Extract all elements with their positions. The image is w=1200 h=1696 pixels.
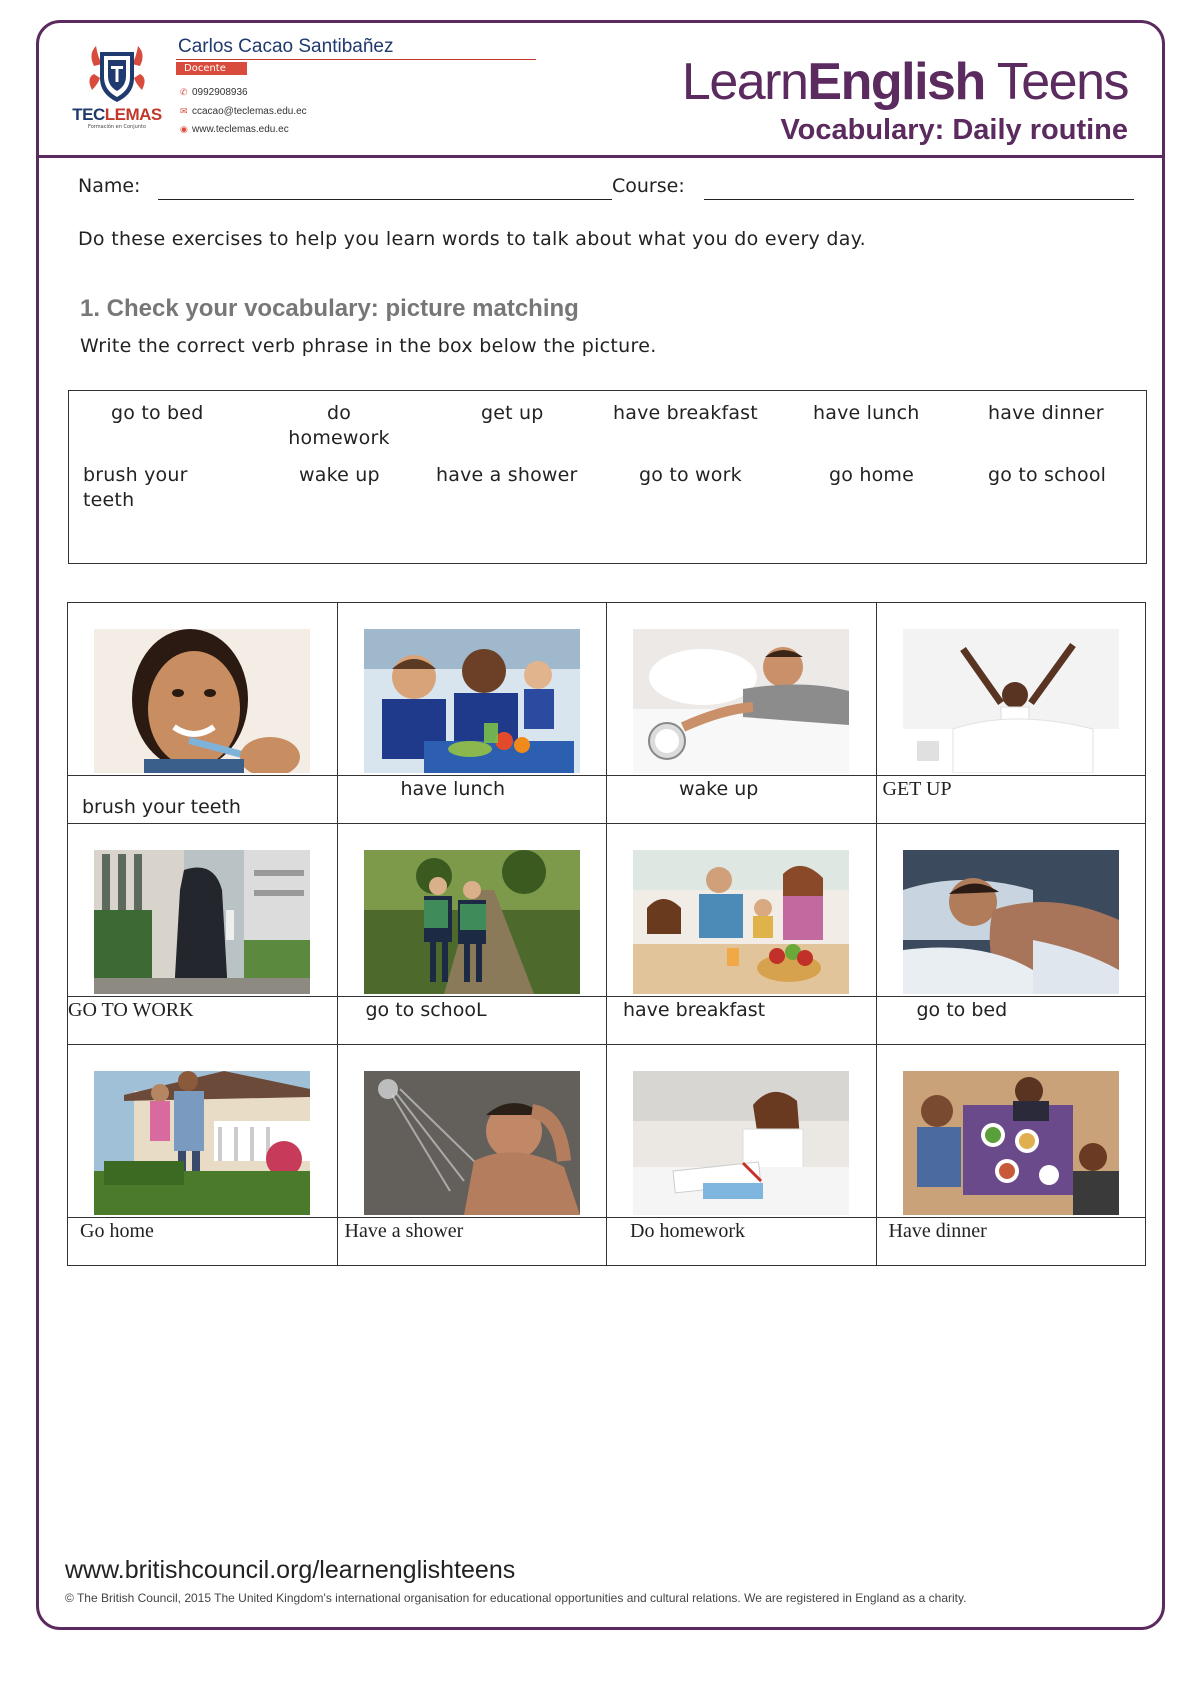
answer-cell[interactable] (337, 997, 607, 1045)
answer-text: Go home (80, 1220, 154, 1242)
word-bank-item: go to work (639, 464, 742, 486)
answer-cell[interactable] (876, 997, 1146, 1045)
section-instruction: Write the correct verb phrase in the box below the picture. (80, 335, 657, 357)
phone-icon: ✆ (180, 87, 188, 97)
picture-cell (337, 603, 607, 776)
picture-cell (337, 1045, 607, 1218)
answer-cell[interactable] (607, 997, 877, 1045)
footer-copyright: © The British Council, 2015 The United Kingdom's international organisation for educational opportunities and cultural relations. We are registered in England as a charity. (65, 1591, 967, 1605)
picture-cell (607, 824, 877, 997)
word-bank-item: have dinner (988, 402, 1104, 424)
logo-subtext: Formación en Conjunto (88, 124, 146, 130)
answer-cell[interactable] (876, 776, 1146, 824)
answer-text: brush your teeth (82, 796, 241, 818)
answer-text: Do homework (630, 1220, 745, 1242)
logo-wordmark: TECLEMAS (72, 105, 162, 124)
course-blank[interactable] (704, 199, 1134, 200)
answer-text: Have dinner (888, 1220, 987, 1242)
answer-cell[interactable] (337, 776, 607, 824)
toothbrush-photo-icon (94, 629, 310, 773)
answer-text: have breakfast (623, 999, 766, 1021)
alarm-clock-photo-icon (633, 629, 849, 773)
picture-cell (876, 824, 1146, 997)
picture-cell (68, 824, 338, 997)
word-bank-item: have lunch (813, 402, 920, 424)
picture-matching-grid (67, 602, 1146, 1266)
answer-text: have lunch (400, 778, 506, 800)
shower-photo-icon (364, 1071, 580, 1215)
word-bank-item: have a shower (436, 464, 578, 486)
worksheet-subtitle: Vocabulary: Daily routine (780, 114, 1128, 146)
word-bank-item: brush your teeth (83, 464, 188, 511)
answer-text: GET UP (882, 778, 952, 800)
word-bank-item: go to school (988, 464, 1107, 486)
picture-cell (607, 603, 877, 776)
word-bank (68, 390, 1147, 564)
office-building-photo-icon (94, 850, 310, 994)
footer-url[interactable]: www.britishcouncil.org/learnenglishteens (65, 1556, 516, 1584)
answer-text: Have a shower (344, 1220, 464, 1242)
word-bank-item: go home (829, 464, 914, 486)
girl-studying-photo-icon (633, 1071, 849, 1215)
house-family-photo-icon (94, 1071, 310, 1215)
answer-cell[interactable] (607, 1218, 877, 1266)
answer-text: wake up (679, 778, 759, 800)
course-label: Course: (612, 175, 685, 197)
family-dinner-photo-icon (903, 1071, 1119, 1215)
crest-icon (88, 44, 146, 106)
header-divider (39, 155, 1162, 158)
sleeping-man-photo-icon (903, 850, 1119, 994)
teacher-role-badge: Docente (176, 62, 247, 75)
intro-text: Do these exercises to help you learn words to talk about what you do every day. (78, 228, 866, 250)
picture-cell (876, 603, 1146, 776)
word-bank-item: get up (481, 402, 544, 424)
picture-cell (68, 603, 338, 776)
answer-text: go to bed (916, 999, 1008, 1021)
answer-cell[interactable] (876, 1218, 1146, 1266)
word-bank-item: do homework (288, 402, 390, 449)
answer-text: GO TO WORK (68, 999, 194, 1021)
contact-email: ✉ ccacao@teclemas.edu.ec (180, 106, 307, 117)
picture-cell (68, 1045, 338, 1218)
name-blank[interactable] (158, 199, 612, 200)
teacher-name: Carlos Cacao Santibañez (178, 36, 394, 57)
teacher-name-underline (176, 59, 536, 60)
word-bank-item: have breakfast (613, 402, 758, 424)
school-lunch-photo-icon (364, 629, 580, 773)
schoolchildren-path-photo-icon (364, 850, 580, 994)
name-label: Name: (78, 175, 141, 197)
contact-website: ◉ www.teclemas.edu.ec (180, 124, 289, 135)
answer-cell[interactable] (68, 1218, 338, 1266)
answer-cell[interactable] (68, 997, 338, 1045)
envelope-icon: ✉ (180, 106, 188, 116)
contact-phone: ✆ 0992908936 (180, 87, 248, 98)
picture-cell (337, 824, 607, 997)
picture-cell (607, 1045, 877, 1218)
teclemas-logo (62, 44, 172, 132)
answer-cell[interactable] (68, 776, 338, 824)
stretching-in-bed-photo-icon (903, 629, 1119, 773)
answer-text: go to schooL (365, 999, 487, 1021)
family-breakfast-photo-icon (633, 850, 849, 994)
word-bank-item: wake up (299, 464, 380, 486)
answer-cell[interactable] (607, 776, 877, 824)
answer-cell[interactable] (337, 1218, 607, 1266)
globe-icon: ◉ (180, 124, 188, 134)
section-title: 1. Check your vocabulary: picture matching (80, 295, 579, 322)
word-bank-item: go to bed (111, 402, 204, 424)
picture-cell (876, 1045, 1146, 1218)
learnenglish-teens-logo: LearnEnglish Teens (681, 53, 1128, 111)
